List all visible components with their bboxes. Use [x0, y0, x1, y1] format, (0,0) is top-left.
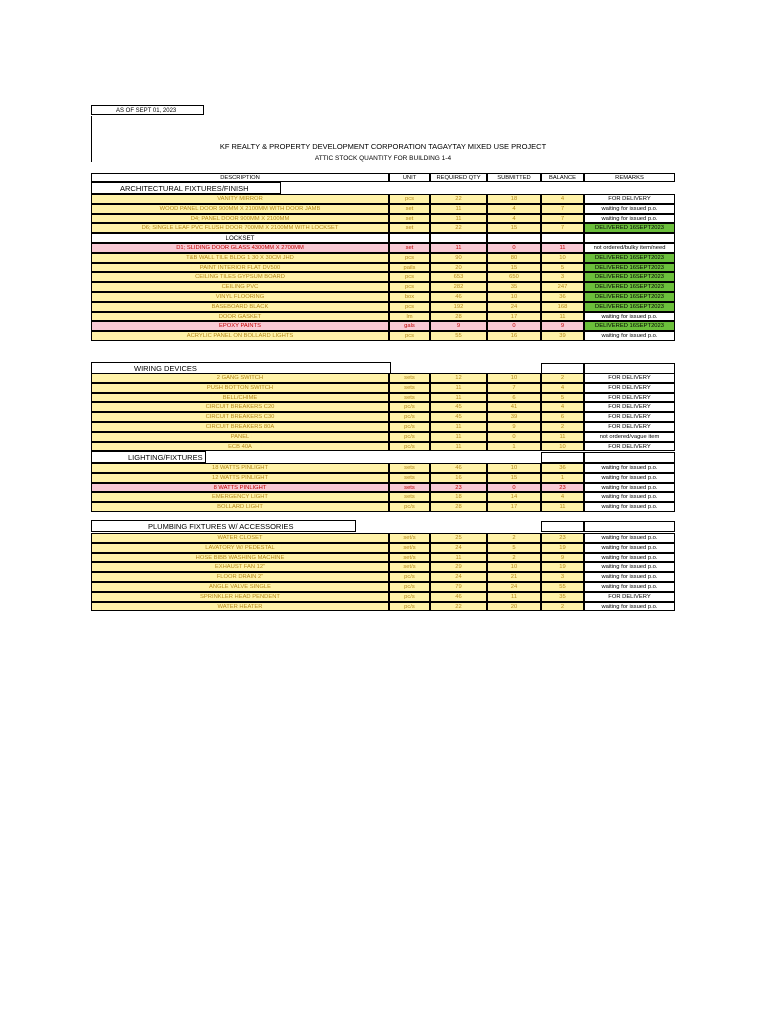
unit-cell: set/s	[389, 533, 430, 543]
required-qty-cell: 46	[430, 592, 487, 602]
description-cell: LAVATORY W/ PEDESTAL	[91, 543, 389, 553]
submitted-cell: 14	[487, 492, 541, 502]
description-cell: WATER HEATER	[91, 602, 389, 612]
description-cell: 18 WATTS PINLIGHT	[91, 463, 389, 473]
unit-cell: pc/s	[389, 432, 430, 442]
required-qty-cell: 28	[430, 312, 487, 322]
balance-cell: 2	[541, 602, 584, 612]
remarks-cell: waiting for issued p.o.	[584, 473, 675, 483]
required-qty-cell: 23	[430, 483, 487, 493]
required-qty-cell: 22	[430, 602, 487, 612]
unit-cell: set/s	[389, 562, 430, 572]
balance-cell: 55	[541, 582, 584, 592]
balance-cell: 11	[541, 502, 584, 512]
document-title: KF REALTY & PROPERTY DEVELOPMENT CORPORATION TAGAYTAY MIXED USE PROJECT	[219, 142, 547, 151]
unit-cell: set	[389, 243, 430, 253]
balance-cell: 168	[541, 302, 584, 312]
description-cell: 2 GANG SWITCH	[91, 373, 389, 383]
required-qty-cell: 22	[430, 194, 487, 204]
balance-cell: 2	[541, 373, 584, 383]
unit-cell: pc/s	[389, 442, 430, 452]
blank-cell	[541, 521, 584, 532]
header-unit: UNIT	[389, 173, 430, 182]
required-qty-cell: 11	[430, 383, 487, 393]
unit-cell	[389, 233, 430, 243]
submitted-cell: 15	[487, 473, 541, 483]
required-qty-cell: 653	[430, 272, 487, 282]
balance-cell: 247	[541, 282, 584, 292]
remarks-cell: FOR DELIVERY	[584, 412, 675, 422]
unit-cell: pc/s	[389, 502, 430, 512]
submitted-cell: 4	[487, 204, 541, 214]
description-cell: FLOOR DRAIN 2"	[91, 572, 389, 582]
section-title: ARCHITECTURAL FIXTURES/FINISH	[91, 182, 281, 194]
balance-cell: 10	[541, 442, 584, 452]
submitted-cell: 2	[487, 553, 541, 563]
description-cell: EPOXY PAINTS	[91, 321, 389, 331]
submitted-cell: 15	[487, 223, 541, 233]
required-qty-cell: 282	[430, 282, 487, 292]
submitted-cell: 10	[487, 562, 541, 572]
description-cell: 8 WATTS PINLIGHT	[91, 483, 389, 493]
submitted-cell: 24	[487, 582, 541, 592]
remarks-cell: waiting for issued p.o.	[584, 463, 675, 473]
remarks-cell: waiting for issued p.o.	[584, 502, 675, 512]
unit-cell: sets	[389, 393, 430, 403]
description-cell: D4; PANEL DOOR 900MM X 2100MM	[91, 214, 389, 224]
description-cell: ANGLE VALVE SINGLE	[91, 582, 389, 592]
remarks-cell: FOR DELIVERY	[584, 422, 675, 432]
submitted-cell: 7	[487, 383, 541, 393]
remarks-cell: not ordered/vague item	[584, 432, 675, 442]
unit-cell: pc/s	[389, 572, 430, 582]
submitted-cell: 1	[487, 442, 541, 452]
submitted-cell: 9	[487, 422, 541, 432]
submitted-cell: 0	[487, 483, 541, 493]
header-submitted: SUBMITTED	[487, 173, 541, 182]
unit-cell: sets	[389, 473, 430, 483]
unit-cell: lm	[389, 312, 430, 322]
balance-cell: 23	[541, 533, 584, 543]
description-cell: EXHAUST FAN 12"	[91, 562, 389, 572]
unit-cell: pails	[389, 263, 430, 273]
submitted-cell: 17	[487, 312, 541, 322]
required-qty-cell: 11	[430, 553, 487, 563]
required-qty-cell: 90	[430, 253, 487, 263]
unit-cell: pcs	[389, 331, 430, 341]
required-qty-cell: 16	[430, 473, 487, 483]
submitted-cell: 21	[487, 572, 541, 582]
required-qty-cell: 11	[430, 422, 487, 432]
remarks-cell: FOR DELIVERY	[584, 402, 675, 412]
required-qty-cell: 12	[430, 373, 487, 383]
unit-cell: pc/s	[389, 422, 430, 432]
submitted-cell: 5	[487, 543, 541, 553]
unit-cell: sets	[389, 492, 430, 502]
submitted-cell	[487, 233, 541, 243]
remarks-cell: waiting for issued p.o.	[584, 312, 675, 322]
required-qty-cell: 24	[430, 543, 487, 553]
unit-cell: pcs	[389, 302, 430, 312]
description-cell: T&B WALL TILE BLDG 1 30 X 30CM JHD	[91, 253, 389, 263]
header-balance: BALANCE	[541, 173, 584, 182]
submitted-cell: 17	[487, 502, 541, 512]
unit-cell: set/s	[389, 543, 430, 553]
section-title: LIGHTING/FIXTURES	[91, 451, 206, 463]
header-required: REQUIRED QTY	[430, 173, 487, 182]
remarks-cell	[584, 233, 675, 243]
required-qty-cell: 79	[430, 582, 487, 592]
description-cell: VANITY MIRROR	[91, 194, 389, 204]
required-qty-cell: 20	[430, 263, 487, 273]
balance-cell: 4	[541, 194, 584, 204]
unit-cell: pc/s	[389, 592, 430, 602]
unit-cell: sets	[389, 463, 430, 473]
remarks-cell: FOR DELIVERY	[584, 442, 675, 452]
balance-cell: 36	[541, 292, 584, 302]
blank-cell	[584, 452, 675, 463]
unit-cell: sets	[389, 383, 430, 393]
description-cell: PUSH BOTTON SWITCH	[91, 383, 389, 393]
submitted-cell: 18	[487, 194, 541, 204]
header-remarks: REMARKS	[584, 173, 675, 182]
remarks-cell: FOR DELIVERY	[584, 373, 675, 383]
remarks-cell: DELIVERED 16SEPT2023	[584, 292, 675, 302]
required-qty-cell: 45	[430, 412, 487, 422]
remarks-cell: DELIVERED 16SEPT2023	[584, 223, 675, 233]
required-qty-cell: 11	[430, 442, 487, 452]
remarks-cell: waiting for issued p.o.	[584, 562, 675, 572]
balance-cell: 7	[541, 214, 584, 224]
remarks-cell: waiting for issued p.o.	[584, 483, 675, 493]
description-cell: 12 WATTS PINLIGHT	[91, 473, 389, 483]
submitted-cell: 6	[487, 393, 541, 403]
description-cell: CEILING TILES GYPSUM BOARD	[91, 272, 389, 282]
balance-cell: 10	[541, 253, 584, 263]
description-cell: PAINT INTERIOR FLAT DV500	[91, 263, 389, 273]
remarks-cell: waiting for issued p.o.	[584, 602, 675, 612]
document-subtitle: ATTIC STOCK QUANTITY FOR BUILDING 1-4	[314, 155, 452, 162]
description-cell: WATER CLOSET	[91, 533, 389, 543]
remarks-cell: FOR DELIVERY	[584, 383, 675, 393]
submitted-cell: 16	[487, 331, 541, 341]
balance-cell: 4	[541, 402, 584, 412]
balance-cell	[541, 233, 584, 243]
unit-cell: set	[389, 204, 430, 214]
balance-cell: 39	[541, 331, 584, 341]
submitted-cell: 0	[487, 321, 541, 331]
submitted-cell: 10	[487, 292, 541, 302]
submitted-cell: 20	[487, 602, 541, 612]
description-cell: CIRCUIT BREAKERS C20	[91, 402, 389, 412]
balance-cell: 2	[541, 422, 584, 432]
required-qty-cell: 9	[430, 321, 487, 331]
balance-cell: 5	[541, 393, 584, 403]
submitted-cell: 39	[487, 412, 541, 422]
required-qty-cell: 11	[430, 214, 487, 224]
unit-cell: sets	[389, 483, 430, 493]
submitted-cell: 11	[487, 592, 541, 602]
description-cell: DOOR GASKET	[91, 312, 389, 322]
unit-cell: gals	[389, 321, 430, 331]
header-description: DESCRIPTION	[91, 173, 389, 182]
remarks-cell: DELIVERED 16SEPT2023	[584, 263, 675, 273]
submitted-cell: 4	[487, 214, 541, 224]
required-qty-cell	[430, 233, 487, 243]
submitted-cell: 650	[487, 272, 541, 282]
required-qty-cell: 18	[430, 492, 487, 502]
remarks-cell: waiting for issued p.o.	[584, 543, 675, 553]
required-qty-cell: 24	[430, 572, 487, 582]
description-cell: D6; SINGLE LEAF PVC FLUSH DOOR 700MM X 2100MM WITH LOCKSET	[91, 223, 389, 233]
balance-cell: 9	[541, 321, 584, 331]
required-qty-cell: 11	[430, 393, 487, 403]
unit-cell: box	[389, 292, 430, 302]
remarks-cell: DELIVERED 16SEPT2023	[584, 302, 675, 312]
balance-cell: 5	[541, 263, 584, 273]
unit-cell: pc/s	[389, 402, 430, 412]
unit-cell: pcs	[389, 253, 430, 263]
balance-cell: 3	[541, 272, 584, 282]
description-cell: CEILING PVC	[91, 282, 389, 292]
unit-cell: pcs	[389, 272, 430, 282]
remarks-cell: waiting for issued p.o.	[584, 331, 675, 341]
required-qty-cell: 46	[430, 463, 487, 473]
submitted-cell: 41	[487, 402, 541, 412]
required-qty-cell: 28	[430, 502, 487, 512]
balance-cell: 4	[541, 383, 584, 393]
remarks-cell: DELIVERED 16SEPT2023	[584, 321, 675, 331]
description-cell: SPRINKLER HEAD PENDENT	[91, 592, 389, 602]
remarks-cell: waiting for issued p.o.	[584, 582, 675, 592]
remarks-cell: waiting for issued p.o.	[584, 492, 675, 502]
description-cell: ACRYLIC PANEL ON BOLLARD LIGHTS	[91, 331, 389, 341]
section-title: WIRING DEVICES	[91, 362, 391, 374]
submitted-cell: 80	[487, 253, 541, 263]
description-cell: VINYL FLOORING	[91, 292, 389, 302]
submitted-cell: 24	[487, 302, 541, 312]
balance-cell: 1	[541, 473, 584, 483]
section-title: PLUMBING FIXTURES W/ ACCESSORIES	[91, 520, 356, 532]
balance-cell: 36	[541, 463, 584, 473]
required-qty-cell: 22	[430, 223, 487, 233]
required-qty-cell: 25	[430, 533, 487, 543]
unit-cell: pcs	[389, 282, 430, 292]
unit-cell: pc/s	[389, 412, 430, 422]
balance-cell: 11	[541, 432, 584, 442]
unit-cell: sets	[389, 373, 430, 383]
description-cell: D1; SLIDING DOOR GLASS 4300MM X 2700MM	[91, 243, 389, 253]
unit-cell: set/s	[389, 553, 430, 563]
required-qty-cell: 45	[430, 402, 487, 412]
description-cell: PANEL	[91, 432, 389, 442]
description-cell: WOOD PANEL DOOR 900MM X 2100MM WITH DOOR JAMB	[91, 204, 389, 214]
submitted-cell: 0	[487, 243, 541, 253]
balance-cell: 11	[541, 312, 584, 322]
required-qty-cell: 55	[430, 331, 487, 341]
required-qty-cell: 11	[430, 243, 487, 253]
required-qty-cell: 11	[430, 204, 487, 214]
as-of-date: AS OF SEPT 01, 2023	[91, 105, 204, 115]
submitted-cell: 10	[487, 373, 541, 383]
remarks-cell: FOR DELIVERY	[584, 194, 675, 204]
description-cell: LOCKSET	[91, 233, 389, 243]
description-cell: BASEBOARD BLACK	[91, 302, 389, 312]
remarks-cell: waiting for issued p.o.	[584, 204, 675, 214]
balance-cell: 6	[541, 412, 584, 422]
description-cell: HOSE BIBB WASHING MACHINE	[91, 553, 389, 563]
submitted-cell: 0	[487, 432, 541, 442]
remarks-cell: waiting for issued p.o.	[584, 214, 675, 224]
unit-cell: set	[389, 223, 430, 233]
remarks-cell: waiting for issued p.o.	[584, 553, 675, 563]
description-cell: CIRCUIT BREAKERS 80A	[91, 422, 389, 432]
submitted-cell: 2	[487, 533, 541, 543]
description-cell: BOLLARD LIGHT	[91, 502, 389, 512]
remarks-cell: DELIVERED 16SEPT2023	[584, 253, 675, 263]
unit-cell: pc/s	[389, 602, 430, 612]
unit-cell: pc/s	[389, 582, 430, 592]
remarks-cell: not ordered/bulky item/need	[584, 243, 675, 253]
balance-cell: 9	[541, 553, 584, 563]
balance-cell: 19	[541, 562, 584, 572]
unit-cell: pcs	[389, 194, 430, 204]
blank-cell	[541, 452, 584, 463]
required-qty-cell: 29	[430, 562, 487, 572]
balance-cell: 23	[541, 483, 584, 493]
required-qty-cell: 192	[430, 302, 487, 312]
remarks-cell: DELIVERED 16SEPT2023	[584, 282, 675, 292]
balance-cell: 19	[541, 543, 584, 553]
remarks-cell: waiting for issued p.o.	[584, 533, 675, 543]
balance-cell: 11	[541, 243, 584, 253]
unit-cell: set	[389, 214, 430, 224]
remarks-cell: DELIVERED 16SEPT2023	[584, 272, 675, 282]
description-cell: ECB 40A	[91, 442, 389, 452]
description-cell: BELL/CHIME	[91, 393, 389, 403]
remarks-cell: FOR DELIVERY	[584, 592, 675, 602]
balance-cell: 4	[541, 492, 584, 502]
required-qty-cell: 46	[430, 292, 487, 302]
balance-cell: 3	[541, 572, 584, 582]
remarks-cell: FOR DELIVERY	[584, 393, 675, 403]
balance-cell: 7	[541, 223, 584, 233]
balance-cell: 7	[541, 204, 584, 214]
blank-cell	[584, 521, 675, 532]
balance-cell: 35	[541, 592, 584, 602]
required-qty-cell: 11	[430, 432, 487, 442]
description-cell: EMERGENCY LIGHT	[91, 492, 389, 502]
description-cell: CIRCUIT BREAKERS C30	[91, 412, 389, 422]
submitted-cell: 35	[487, 282, 541, 292]
submitted-cell: 10	[487, 463, 541, 473]
submitted-cell: 15	[487, 263, 541, 273]
remarks-cell: waiting for issued p.o.	[584, 572, 675, 582]
